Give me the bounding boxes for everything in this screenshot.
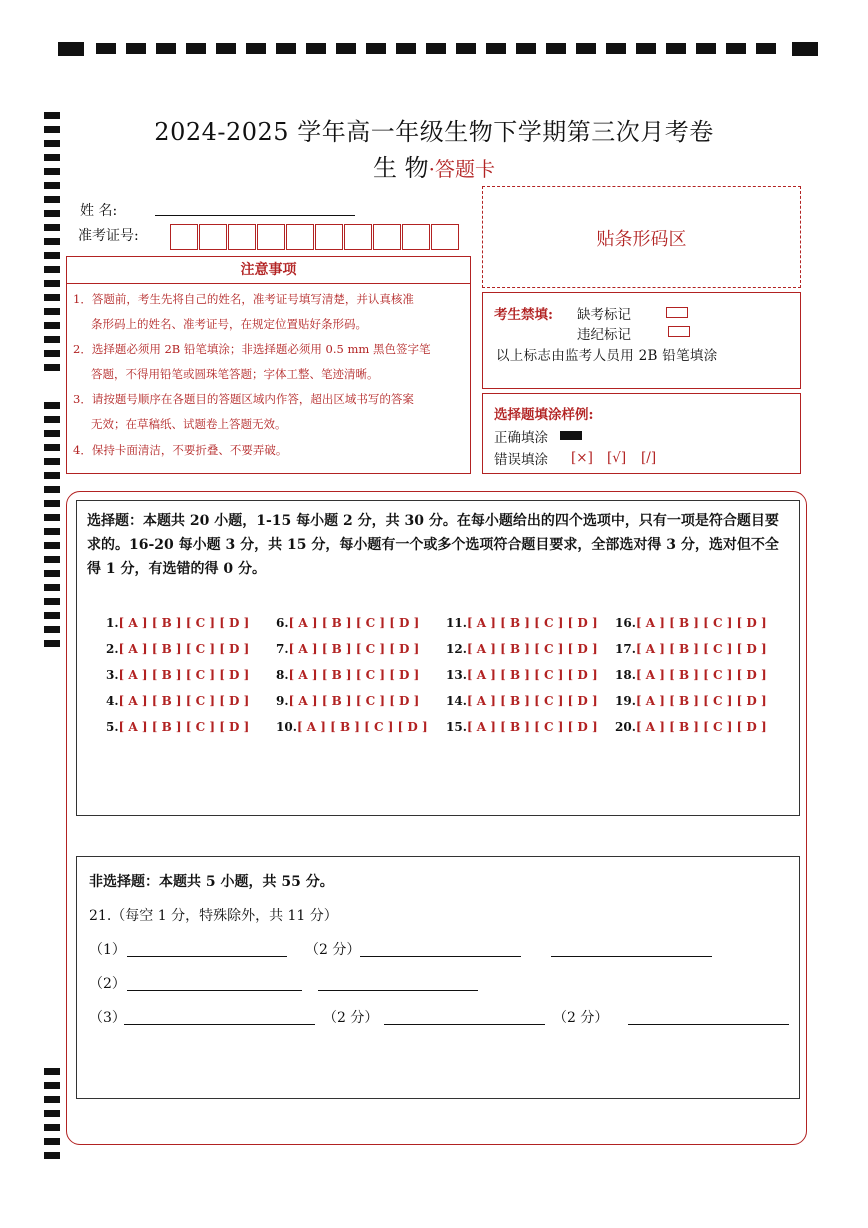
question-number: 16. [615,616,636,630]
question-number: 6. [276,616,289,630]
question-options[interactable]: [ A ] [ B ] [ C ] [ D ] [118,616,250,630]
mcq-question[interactable] [615,616,767,630]
correct-fill-mark [560,431,582,440]
question-options[interactable]: [ A ] [ B ] [ C ] [ D ] [466,668,598,682]
question-options[interactable]: [ A ] [ B ] [ C ] [ D ] [118,642,250,656]
mcq-question[interactable] [446,642,598,656]
part-2-label: （2） [89,976,126,992]
question-options[interactable]: [ A ] [ B ] [ C ] [ D ] [466,694,598,708]
wrong-mark: [×] [571,450,593,466]
answer-line[interactable] [628,1023,789,1025]
question-number: 1. [106,616,119,630]
question-number: 2. [106,642,119,656]
nonmcq-section [76,856,800,1099]
mcq-question[interactable] [106,616,249,630]
question-number: 8. [276,668,289,682]
id-box[interactable] [402,224,430,250]
prohibited-note: 以上标志由监考人员用 2B 铅笔填涂 [496,348,718,364]
points-label: （2 分） [323,1010,379,1026]
mcq-question[interactable] [446,668,598,682]
subject-suffix: ·答题卡 [428,157,495,181]
correct-fill-label: 正确填涂 [494,430,548,446]
note-line: 3．请按题号顺序在各题目的答题区域内作答，超出区域书写的答案 [73,392,414,406]
question-options[interactable]: [ A ] [ B ] [ C ] [ D ] [118,720,250,734]
question-options[interactable]: [ A ] [ B ] [ C ] [ D ] [288,694,420,708]
q21-heading: 21.（每空 1 分，特殊除外，共 11 分） [89,908,338,924]
barcode-area[interactable] [482,186,801,288]
mcq-question[interactable] [106,668,249,682]
mcq-instructions: 选择题：本题共 20 小题，1-15 每小题 2 分，共 30 分。在每小题给出的四个选项中，只有一项是符合题目要求的。16-20 每小题 3 分，共 15 分，每小题有一个或多个选项符合题目要求，全部选对得 3 分，选对但不全得 1 分，有选错的得 0 分。 [87,513,779,577]
question-number: 13. [446,668,467,682]
question-number: 18. [615,668,636,682]
id-box[interactable] [315,224,343,250]
question-options[interactable]: [ A ] [ B ] [ C ] [ D ] [635,694,767,708]
question-number: 9. [276,694,289,708]
mcq-question[interactable] [276,720,428,734]
wrong-mark: [/] [641,450,657,466]
mcq-question[interactable] [276,642,419,656]
notes-title: 注意事项 [240,262,297,278]
mcq-question[interactable] [276,668,419,682]
notes-box [66,284,471,474]
question-number: 19. [615,694,636,708]
absent-mark-box[interactable] [666,307,688,318]
question-number: 10. [276,720,297,734]
id-box[interactable] [344,224,372,250]
wrong-fill-label: 错误填涂 [494,452,548,468]
mcq-question[interactable] [615,720,767,734]
note-line: 答题，不得用铅笔或圆珠笔答题；字体工整、笔迹清晰。 [91,367,379,381]
id-box[interactable] [431,224,459,250]
question-options[interactable]: [ A ] [ B ] [ C ] [ D ] [288,642,420,656]
note-line: 2．选择题必须用 2B 铅笔填涂；非选择题必须用 0.5 mm 黑色签字笔 [73,342,431,356]
prohibited-label: 考生禁填: [494,307,553,323]
mcq-question[interactable] [615,642,767,656]
nonmcq-title: 非选择题：本题共 5 小题，共 55 分。 [89,874,334,890]
question-options[interactable]: [ A ] [ B ] [ C ] [ D ] [118,694,250,708]
mcq-question[interactable] [446,616,598,630]
id-box[interactable] [228,224,256,250]
answer-line[interactable] [384,1023,545,1025]
subject-heading [0,148,868,183]
mcq-question[interactable] [615,694,767,708]
answer-line[interactable] [127,955,287,957]
violation-mark-box[interactable] [668,326,690,337]
mcq-section [76,500,800,816]
exam-id-label: 准考证号: [78,228,139,244]
question-number: 7. [276,642,289,656]
question-number: 5. [106,720,119,734]
prohibited-box [482,292,801,389]
question-options[interactable]: [ A ] [ B ] [ C ] [ D ] [288,616,420,630]
mcq-question[interactable] [446,720,598,734]
question-number: 3. [106,668,119,682]
fill-example-title: 选择题填涂样例: [494,407,594,423]
question-options[interactable]: [ A ] [ B ] [ C ] [ D ] [118,668,250,682]
id-box[interactable] [170,224,198,250]
part-1-label: （1） [89,942,126,958]
subject-name: 生 物 [373,154,429,182]
absent-mark-label: 缺考标记 [577,307,631,323]
id-box[interactable] [286,224,314,250]
question-options[interactable]: [ A ] [ B ] [ C ] [ D ] [466,642,598,656]
mcq-question[interactable] [106,694,249,708]
points-label: （2 分） [553,1010,609,1026]
violation-mark-label: 违纪标记 [577,327,631,343]
mcq-question[interactable] [446,694,598,708]
question-options[interactable]: [ A ] [ B ] [ C ] [ D ] [635,642,767,656]
note-line: 4．保持卡面清洁，不要折叠、不要弄破。 [73,443,288,457]
mcq-question[interactable] [276,616,419,630]
points-label: （2 分） [305,942,361,958]
mcq-question[interactable] [615,668,767,682]
exam-title: 2024-2025 学年高一年级生物下学期第三次月考卷 [154,118,714,146]
note-line: 无效；在草稿纸、试题卷上答题无效。 [91,417,287,431]
question-number: 17. [615,642,636,656]
question-number: 4. [106,694,119,708]
fill-example-box [482,393,801,474]
barcode-label: 贴条形码区 [596,229,687,250]
question-number: 11. [446,616,467,630]
id-box[interactable] [373,224,401,250]
notes-header [66,256,471,284]
mcq-question[interactable] [106,720,249,734]
question-options[interactable]: [ A ] [ B ] [ C ] [ D ] [296,720,428,734]
mcq-question[interactable] [106,642,249,656]
question-number: 14. [446,694,467,708]
question-number: 20. [615,720,636,734]
note-line: 1．答题前，考生先将自己的姓名，准考证号填写清楚，并认真核准 [73,292,414,306]
name-label: 姓 名: [80,203,118,219]
name-field[interactable] [155,215,355,216]
answer-line[interactable] [124,1023,315,1025]
answer-line[interactable] [360,955,521,957]
question-number: 15. [446,720,467,734]
question-options[interactable]: [ A ] [ B ] [ C ] [ D ] [466,720,598,734]
question-options[interactable]: [ A ] [ B ] [ C ] [ D ] [466,616,598,630]
question-number: 12. [446,642,467,656]
question-options[interactable]: [ A ] [ B ] [ C ] [ D ] [635,616,767,630]
note-line: 条形码上的姓名、准考证号，在规定位置贴好条形码。 [91,317,367,331]
answer-line[interactable] [551,955,712,957]
id-box[interactable] [257,224,285,250]
question-options[interactable]: [ A ] [ B ] [ C ] [ D ] [635,668,767,682]
part-3-label: （3） [89,1010,126,1026]
question-options[interactable]: [ A ] [ B ] [ C ] [ D ] [288,668,420,682]
wrong-mark: [√] [607,450,627,466]
question-options[interactable]: [ A ] [ B ] [ C ] [ D ] [635,720,767,734]
id-box[interactable] [199,224,227,250]
answer-line[interactable] [318,989,478,991]
mcq-question[interactable] [276,694,419,708]
answer-line[interactable] [127,989,302,991]
